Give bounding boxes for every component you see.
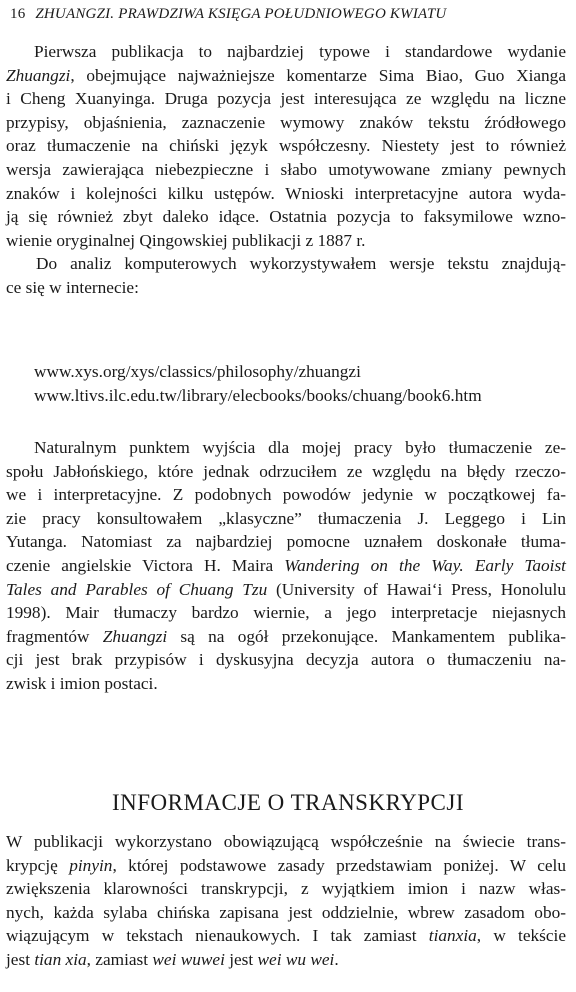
- text-line: wersja zawierająca niebezpieczne i słabo umotywowane zmiany pewnych: [6, 159, 566, 179]
- url-list: [34, 360, 482, 408]
- text-line: ce się w internecie:: [6, 277, 139, 297]
- text-line: Naturalnym punktem wyjścia dla mojej pracy było tłumaczenie ze-: [34, 438, 566, 457]
- italic-term: wei wu wei: [257, 949, 335, 969]
- running-header: [10, 6, 446, 23]
- text-line: ją się również zbyt daleko idące. Ostatnia pozycja to faksymilowe wzno-: [6, 207, 566, 227]
- url-item: www.xys.org/xys/classics/philosophy/zhuangzi: [34, 362, 361, 381]
- text-line: czenie angielskie Victora H. Maira Wandering on the Way. Early Taoist: [6, 555, 566, 575]
- italic-term: tianxia: [428, 926, 477, 946]
- paragraph-translations: [6, 436, 566, 696]
- running-title: ZHUANGZI. PRAWDZIWA KSIĘGA POŁUDNIOWEGO KWIATU: [35, 6, 447, 22]
- text-line: Tales and Parables of Chuang Tzu (University of Hawai‘i Press, Honolulu: [6, 579, 566, 599]
- text-line: 1998). Mair tłumaczy bardzo wiernie, a jego interpretacje niejasnych: [6, 603, 566, 623]
- text-line: fragmentów Zhuangzi są na ogół przekonujące. Mankamentem publika-: [6, 626, 566, 646]
- italic-title: Tales and Parables of Chuang Tzu: [6, 579, 268, 599]
- url-item: www.ltivs.ilc.edu.tw/library/elecbooks/books/chuang/book6.htm: [34, 386, 482, 405]
- section-heading: INFORMACJE O TRANSKRYPCJI: [111, 790, 465, 815]
- text-line: Yutanga. Natomiast za najbardziej pomocne uznałem doskonałe tłuma-: [6, 532, 566, 552]
- italic-term: wei wuwei: [152, 949, 225, 969]
- text-line: zwiększenia klarowności transkrypcji, z wyjątkiem imion i nazw włas-: [6, 879, 566, 899]
- text-line: we i interpretacyjne. Z podobnych powodów jedynie w początkowej fa-: [6, 485, 566, 505]
- page-number: 16: [10, 6, 26, 22]
- text-line: zie pracy konsultowałem „klasyczne” tłumaczenia J. Leggego i Lin: [6, 508, 566, 528]
- italic-title: Wandering on the Way. Early Taoist: [284, 555, 566, 575]
- text-line: Zhuangzi, obejmujące najważniejsze komentarze Sima Biao, Guo Xianga: [6, 65, 566, 85]
- text-line: W publikacji wykorzystano obowiązującą współcześnie na świecie trans-: [6, 832, 566, 851]
- italic-title: Zhuangzi: [6, 65, 71, 85]
- text-line: krypcję pinyin, której podstawowe zasady przedstawiam poniżej. W celu: [6, 855, 566, 875]
- text-line: wiązującym w tekstach nienaukowych. I tak zamiast tianxia, w tekście: [6, 926, 566, 946]
- text-line: nych, każda sylaba chińska zapisana jest oddzielnie, wbrew zasadom obo-: [6, 902, 566, 922]
- text-line: cji jest brak przypisów i dyskusyjna decyzja autora o tłumaczeniu na-: [6, 650, 566, 670]
- text-line: jest tian xia, zamiast wei wuwei jest wei wu wei.: [6, 949, 339, 969]
- text-line: Pierwsza publikacja to najbardziej typowe i standardowe wydanie: [34, 42, 566, 61]
- text-line: zwisk i imion postaci.: [6, 673, 158, 693]
- text-line: znaków i kolejności kilku ustępów. Wnioski interpretacyjne autora wyda-: [6, 183, 566, 203]
- text-line: Do analiz komputerowych wykorzystywałem wersje tekstu znajdują-: [36, 254, 566, 274]
- text-line: oraz tłumaczenie na chiński język współczesny. Niestety jest to również: [6, 136, 566, 156]
- text-line: przypisy, objaśnienia, zaznaczenie wymowy znaków tekstu źródłowego: [6, 112, 566, 132]
- italic-title: Zhuangzi: [102, 626, 168, 646]
- text-line: wienie oryginalnej Qingowskiej publikacji z 1887 r.: [6, 230, 366, 250]
- italic-term: tian xia: [34, 949, 87, 969]
- paragraph-editions: [6, 40, 566, 300]
- italic-term: pinyin: [69, 855, 113, 875]
- paragraph-transcription: [6, 830, 566, 972]
- text-line: i Cheng Xuanyinga. Druga pozycja jest interesująca ze względu na liczne: [6, 89, 566, 109]
- text-line: społu Jabłońskiego, które jednak odrzuciłem ze względu na błędy rzeczo-: [6, 461, 566, 481]
